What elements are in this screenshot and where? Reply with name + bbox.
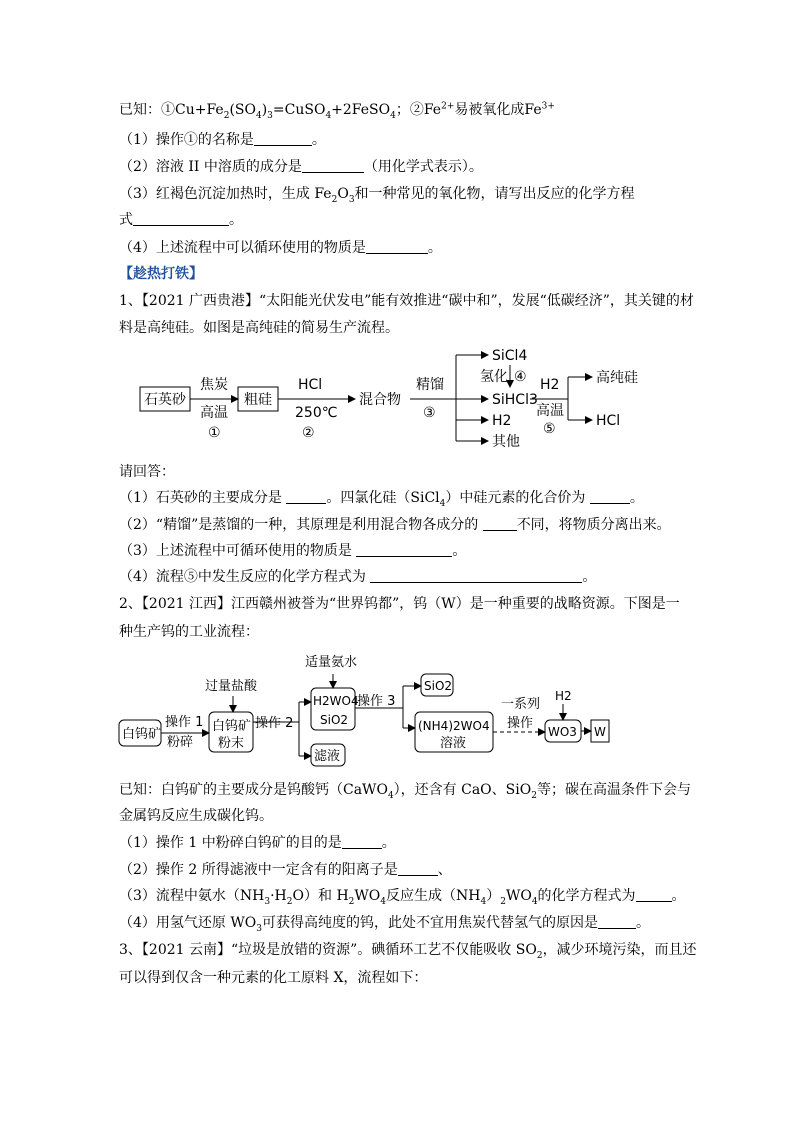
wo3-label: WO3 bbox=[548, 725, 577, 739]
problem-2-note: 已知：白钨矿的主要成分是钨酸钙（CaWO$_4$），还含有 CaO、SiO$_2$等；碳在高温条件下会与 bbox=[119, 782, 691, 801]
question-line: （4）上述流程中可以循环使用的物质是 。 bbox=[119, 240, 442, 256]
answer-blank[interactable] bbox=[366, 239, 428, 254]
sio2-label: SiO2 bbox=[320, 713, 349, 727]
answer-blank[interactable] bbox=[133, 211, 229, 226]
sio2-out-label: SiO2 bbox=[424, 679, 453, 693]
question-line: （3）红褐色沉淀加热时，生成 $Fe_2O_3$和一种常见的氧化物，请写出反应的化学方程 bbox=[119, 186, 635, 205]
ammonium-tungstate-label: (NH4)2WO4 bbox=[418, 719, 490, 733]
reagent-coke: 焦炭 bbox=[200, 377, 228, 393]
hydrogenation-label: 氢化 bbox=[480, 369, 508, 385]
hcl-excess-label: 过量盐酸 bbox=[205, 679, 258, 694]
hcl-output-label: HCl bbox=[596, 413, 621, 429]
quartz-sand-label: 石英砂 bbox=[144, 392, 186, 408]
question-line: （2）溶液 II 中溶质的成分是 （用化学式表示）。 bbox=[119, 159, 483, 175]
known-condition-line: 已知：$①Cu+Fe_2(SO_4)_3=CuSO_4+2FeSO_4$；$②Fe^{2+}$易被氧化成$Fe^{3+}$ bbox=[119, 101, 555, 121]
problem-3-text: 3、【2021 云南】“垃圾是放错的资源”。碘循环工艺不仅能吸收 $SO_2$，减少环境污染，而且还 bbox=[119, 942, 697, 961]
answer-blank[interactable] bbox=[254, 131, 312, 146]
question-line: （2）“精馏”是蒸馏的一种，其原理是利用混合物各成分的 不同，将物质分离出来。 bbox=[119, 517, 671, 533]
question-line: （3）流程中氨水$(NH_3\cdot H_2O)$和 $H_2WO_4$反应生成$(NH_4)_2WO_4$的化学方程式为 。 bbox=[119, 888, 686, 907]
mixture-label: 混合物 bbox=[359, 392, 401, 408]
crush-label: 粉碎 bbox=[167, 735, 194, 750]
problem-2-text: 2、【2021 江西】江西赣州被誉为“世界钨都”，钨（W）是一种重要的战略资源。下图是一 bbox=[119, 596, 680, 612]
condition-high-temp-5: 高温 bbox=[536, 403, 564, 419]
ammonia-label: 适量氨水 bbox=[305, 655, 358, 670]
pure-silicon-label: 高纯硅 bbox=[596, 370, 638, 386]
other-label: 其他 bbox=[492, 434, 520, 450]
question-line: （4）用氢气还原 $WO_3$可获得高纯度的钨，此处不宜用焦炭代替氢气的原因是 。 bbox=[119, 915, 650, 934]
operation-label: 操作 bbox=[507, 716, 534, 731]
h2-label: H2 bbox=[492, 413, 512, 429]
answer-blank[interactable] bbox=[302, 158, 364, 173]
sihcl3-label: SiHCl3 bbox=[492, 392, 538, 408]
h2-reagent-label: H2 bbox=[555, 689, 572, 703]
step-5-num: ⑤ bbox=[543, 421, 556, 437]
op1-label: 操作 1 bbox=[165, 715, 204, 730]
tungsten-flow-diagram bbox=[115, 650, 635, 770]
question-line: 式 。 bbox=[119, 212, 243, 228]
answer-blank[interactable] bbox=[590, 489, 630, 504]
answer-blank[interactable] bbox=[483, 516, 517, 531]
question-line: （1）操作 1 中粉碎白钨矿的目的是 。 bbox=[119, 835, 396, 851]
condition-high-temp: 高温 bbox=[200, 405, 228, 421]
condition-250c: 250℃ bbox=[295, 405, 338, 421]
answer-blank[interactable] bbox=[286, 489, 326, 504]
scheelite-label: 白钨矿 bbox=[122, 727, 162, 742]
rectification-label: 精馏 bbox=[416, 377, 444, 393]
problem-3-text: 可以得到仅含一种元素的化工原料 X，流程如下： bbox=[119, 970, 428, 986]
solution-label: 溶液 bbox=[440, 736, 467, 751]
step-4-num: ④ bbox=[514, 369, 527, 385]
problem-2-text: 种生产钨的工业流程： bbox=[119, 624, 259, 640]
problem-2-note: 金属钨反应生成碳化钨。 bbox=[119, 808, 273, 824]
question-line: （1）石英砂的主要成分是 。四氯化硅（SiCl$_4$）中硅元素的化合价为 。 bbox=[119, 490, 644, 509]
problem-1-text: 1、【2021 广西贵港】“太阳能光伏发电”能有效推进“碳中和”，发展“低碳经济”，其关键的材 bbox=[119, 293, 694, 309]
answer-blank[interactable] bbox=[370, 568, 582, 583]
op2-label: 操作 2 bbox=[255, 716, 294, 731]
question-line: （4）流程⑤中发生反应的化学方程式为 。 bbox=[119, 569, 597, 585]
h2wo4-label: H2WO4 bbox=[313, 694, 359, 708]
answer-blank[interactable] bbox=[598, 914, 636, 929]
question-line: （3）上述流程中可循环使用的物质是 。 bbox=[119, 543, 467, 559]
crude-silicon-label: 粗硅 bbox=[244, 392, 272, 408]
answer-blank[interactable] bbox=[356, 542, 452, 557]
problem-1-text: 料是高纯硅。如图是高纯硅的简易生产流程。 bbox=[119, 320, 399, 336]
filtrate-label: 滤液 bbox=[314, 749, 341, 764]
step-3-num: ③ bbox=[423, 405, 436, 421]
op3-label: 操作 3 bbox=[357, 694, 396, 709]
step-2-num: ② bbox=[302, 425, 315, 441]
sicl4-label: SiCl4 bbox=[492, 348, 528, 364]
step-1-num: ① bbox=[208, 425, 221, 441]
section-title: 【趁热打铁】 bbox=[119, 266, 203, 282]
reagent-hcl: HCl bbox=[298, 377, 323, 393]
silicon-flow-diagram bbox=[130, 345, 670, 455]
answer-blank[interactable] bbox=[342, 834, 382, 849]
series-label: 一系列 bbox=[501, 697, 541, 712]
answer-blank[interactable] bbox=[398, 861, 438, 876]
answer-prompt: 请回答： bbox=[119, 464, 175, 480]
question-line: （2）操作 2 所得滤液中一定含有的阳离子是 、 bbox=[119, 862, 452, 878]
answer-blank[interactable] bbox=[636, 887, 672, 902]
reagent-h2: H2 bbox=[540, 377, 560, 393]
powder-label: 白钨矿 bbox=[212, 719, 252, 734]
tungsten-label: W bbox=[594, 725, 606, 739]
powder-label: 粉末 bbox=[218, 736, 245, 751]
question-line: （1）操作①的名称是 。 bbox=[119, 132, 326, 148]
